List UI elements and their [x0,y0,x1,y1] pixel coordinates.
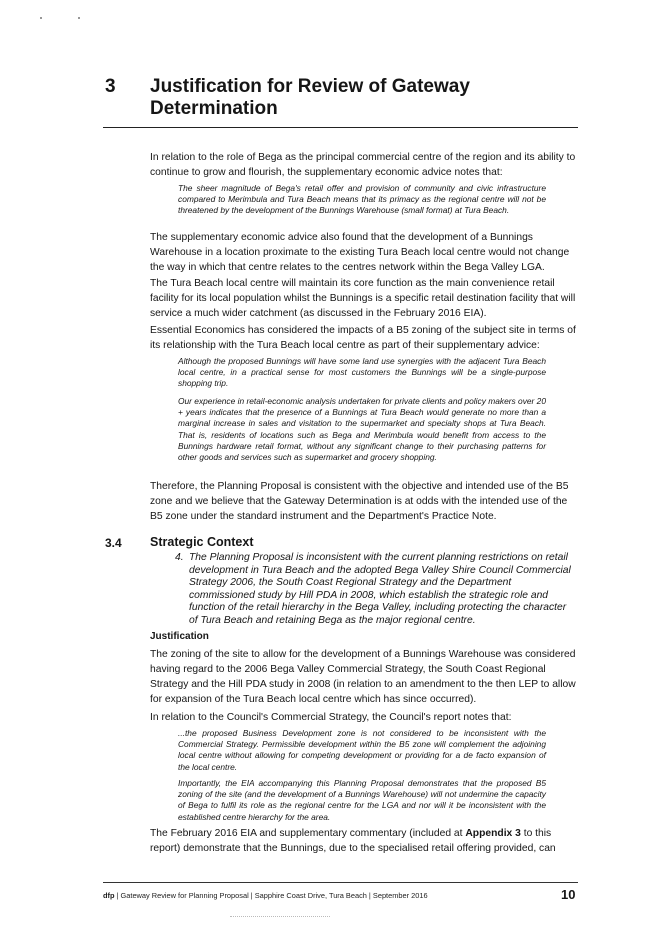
scan-speck [78,17,80,19]
block-quote: The sheer magnitude of Bega's retail offer and provision of community and civic infrastructure compared to Merimbula and Tura Beach means that its primacy as the regional centre will not be threatened by the development of the Bunnings Warehouse (small format) at Tura Beach. [178,183,546,216]
paragraph: The supplementary economic advice also found that the development of a Bunnings Warehouse in a location proximate to the existing Tura Beach local centre would not change the way in which that centre relates to the centres network within the Bega Valley LGA. [150,232,570,273]
section-number: 3.4 [105,536,122,550]
scan-speck [40,17,42,19]
footer-brand: dfp [103,891,115,900]
paragraph-text: The February 2016 EIA and supplementary commentary (included at [150,828,466,839]
paragraph: In relation to the role of Bega as the principal commercial centre of the region and its ability to continue to grow and flourish, the supplementary economic advice notes that: [150,152,576,178]
paragraph [150,826,578,856]
list-item-number: 4. [175,552,184,563]
paragraph-text: to this report) demonstrate that the Bunnings, due to the specialised retail offering provided, can [150,828,556,854]
page-number: 10 [561,887,576,902]
block-quote: Our experience in retail-economic analysis undertaken for private clients and policy makers over 20 + years indicates that the presence of a Bunnings at Tura Beach would generate no more than a marginal increase in sales and visitation to the supermarket and specialty shops at Tura Beach. That is, residents of locations such as Bega and Merimbula would benefit from access to the Bunnings hardware retail format, without any significant change to their purchasing patterns for other goods and services such as supermarket and grocery shopping. [178,396,546,463]
block-quote: Although the proposed Bunnings will have some land use synergies with the adjacent Tura Beach local centre, in a practical sense for most customers the Bunnings will be a single-purpose shopping trip. [178,356,546,389]
footer-text: | Gateway Review for Planning Proposal | Sapphire Coast Drive, Tura Beach | September 2016 [116,891,428,900]
scan-artifact [230,916,330,917]
footer [103,891,428,900]
block-quote: Importantly, the EIA accompanying this Planning Proposal demonstrates that the proposed B5 zoning of the site (and the development of a Bunnings Warehouse) will not undermine the capacity of Bega to fulfil its role as the regional centre for the LGA and nor will it be inconsistent with the established centre hierarchy for the area. [178,778,546,822]
paragraph: The zoning of the site to allow for the development of a Bunnings Warehouse was considered having regard to the 2006 Bega Valley Commercial Strategy, the South Coast Regional Strategy and the Hill PDA study in 2008 (in relation to an amendment to the then LEP to allow for expansion of the Tura Beach local centre which has since occurred). [150,649,576,705]
paragraph: In relation to the Council's Commercial Strategy, the Council's report notes that: [150,712,512,723]
footer-rule [103,882,578,883]
heading-rule [103,127,578,128]
block-quote: ...the proposed Business Development zone is not considered to be inconsistent with the Commercial Strategy. Permissible development within the B5 zone will complement the adjoining local centre without allowing for competing development or providing for a de facto expansion of the local centre. [178,728,546,772]
justification-heading: Justification [150,631,209,642]
chapter-number: 3 [105,76,116,97]
paragraph: Essential Economics has considered the impacts of a B5 zoning of the subject site in terms of its relationship with the Tura Beach local centre as part of their supplementary advice: [150,325,576,351]
paragraph: The Tura Beach local centre will maintain its core function as the main convenience retail facility for its local population whilst the Bunnings is a specific retail destination facility that will service a much wider catchment (as discussed in the February 2016 EIA). [150,278,576,319]
list-item-text: The Planning Proposal is inconsistent with the current planning restrictions on retail development in Tura Beach and the adopted Bega Valley Shire Council Commercial Strategy 2006, the South Coast Regional Strategy and the Department commissioned study by Hill PDA in 2008, which establish the strategic role and function of the retail hierarchy in the Bega Valley, including protecting the character of Tura Beach and retaining Bega as the major regional centre. [189,552,571,626]
chapter-title: Justification for Review of Gateway Determination [150,76,470,119]
section-title: Strategic Context [150,535,254,549]
appendix-reference: Appendix 3 [465,828,521,839]
paragraph: Therefore, the Planning Proposal is consistent with the objective and intended use of the B5 zone and we believe that the Gateway Determination is at odds with the intended use of the B5 zone under the standard instrument and the Department's Practice Note. [150,481,569,522]
